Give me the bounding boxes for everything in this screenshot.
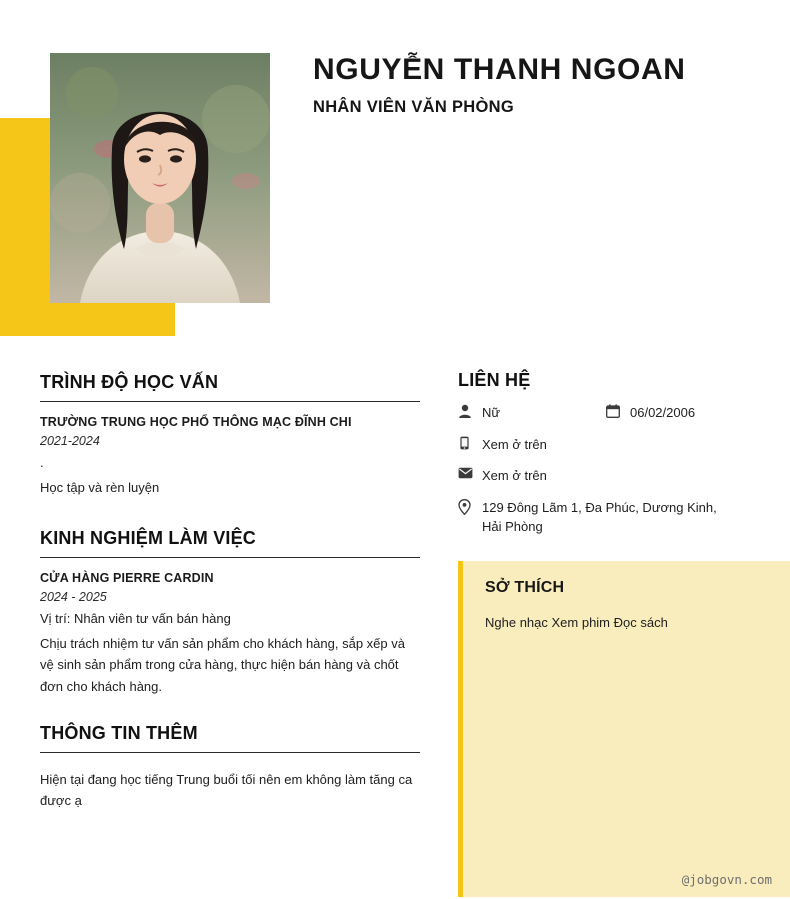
additional-info-section <box>40 723 420 811</box>
right-column <box>458 370 790 897</box>
portrait-photo-illustration <box>50 53 270 303</box>
name-block <box>313 52 763 117</box>
divider <box>40 557 420 558</box>
hobbies-section <box>458 561 790 897</box>
education-title: TRÌNH ĐỘ HỌC VẤN <box>40 372 219 392</box>
experience-title: KINH NGHIỆM LÀM VIỆC <box>40 528 257 549</box>
experience-entry <box>40 571 420 696</box>
calendar-icon <box>606 403 630 418</box>
experience-position: Vị trí: Nhân viên tư vấn bán hàng <box>40 611 231 627</box>
page-title: NGUYỄN THANH NGOAN <box>313 53 686 86</box>
education-school: TRƯỜNG TRUNG HỌC PHỔ THÔNG MẠC ĐĨNH CHI <box>40 415 352 429</box>
contact-list <box>458 403 790 537</box>
person-icon <box>458 403 482 419</box>
additional-info-title: THÔNG TIN THÊM <box>40 722 198 743</box>
avatar <box>50 53 270 303</box>
left-column <box>40 372 420 811</box>
contact-row <box>458 498 790 537</box>
mail-icon <box>458 466 482 479</box>
contact-row <box>458 403 790 423</box>
contact-email[interactable]: Xem ở trên <box>482 468 547 483</box>
contact-birthday: 06/02/2006 <box>630 405 696 420</box>
contact-row <box>458 466 790 486</box>
location-pin-icon <box>458 498 482 515</box>
education-section <box>40 372 420 498</box>
contact-address: 129 Đông Lãm 1, Đa Phúc, Dương Kinh, Hải Phòng <box>482 499 717 534</box>
education-entry <box>40 415 420 498</box>
education-line-2: Học tập và rèn luyện <box>40 480 160 496</box>
cv-header <box>0 0 790 340</box>
job-title: NHÂN VIÊN VĂN PHÒNG <box>313 98 514 116</box>
additional-info-text: Hiện tại đang học tiếng Trung buổi tối nên em không làm tăng ca được ạ <box>40 771 413 808</box>
experience-company: CỬA HÀNG PIERRE CARDIN <box>40 571 214 586</box>
contact-gender: Nữ <box>482 405 501 420</box>
experience-date: 2024 - 2025 <box>40 590 107 605</box>
experience-description: Chịu trách nhiệm tư vấn sản phẩm cho khách hàng, sắp xếp và vệ sinh sản phẩm trong cửa hàng, thực hiện bán hàng và chốt đơn cho khách hàng. <box>40 636 405 694</box>
experience-section <box>40 528 420 696</box>
phone-icon <box>458 435 482 450</box>
contact-row <box>458 435 790 455</box>
divider <box>40 401 420 402</box>
contact-title: LIÊN HỆ <box>458 370 531 390</box>
education-line-1: . <box>40 455 44 470</box>
contact-phone[interactable]: Xem ở trên <box>482 436 547 452</box>
hobbies-text: Nghe nhạc Xem phim Đọc sách <box>485 614 668 630</box>
contact-section <box>458 370 790 537</box>
watermark: @jobgovn.com <box>681 871 772 887</box>
divider <box>40 752 420 753</box>
hobbies-title: SỞ THÍCH <box>485 578 565 596</box>
education-date: 2021-2024 <box>40 434 100 448</box>
